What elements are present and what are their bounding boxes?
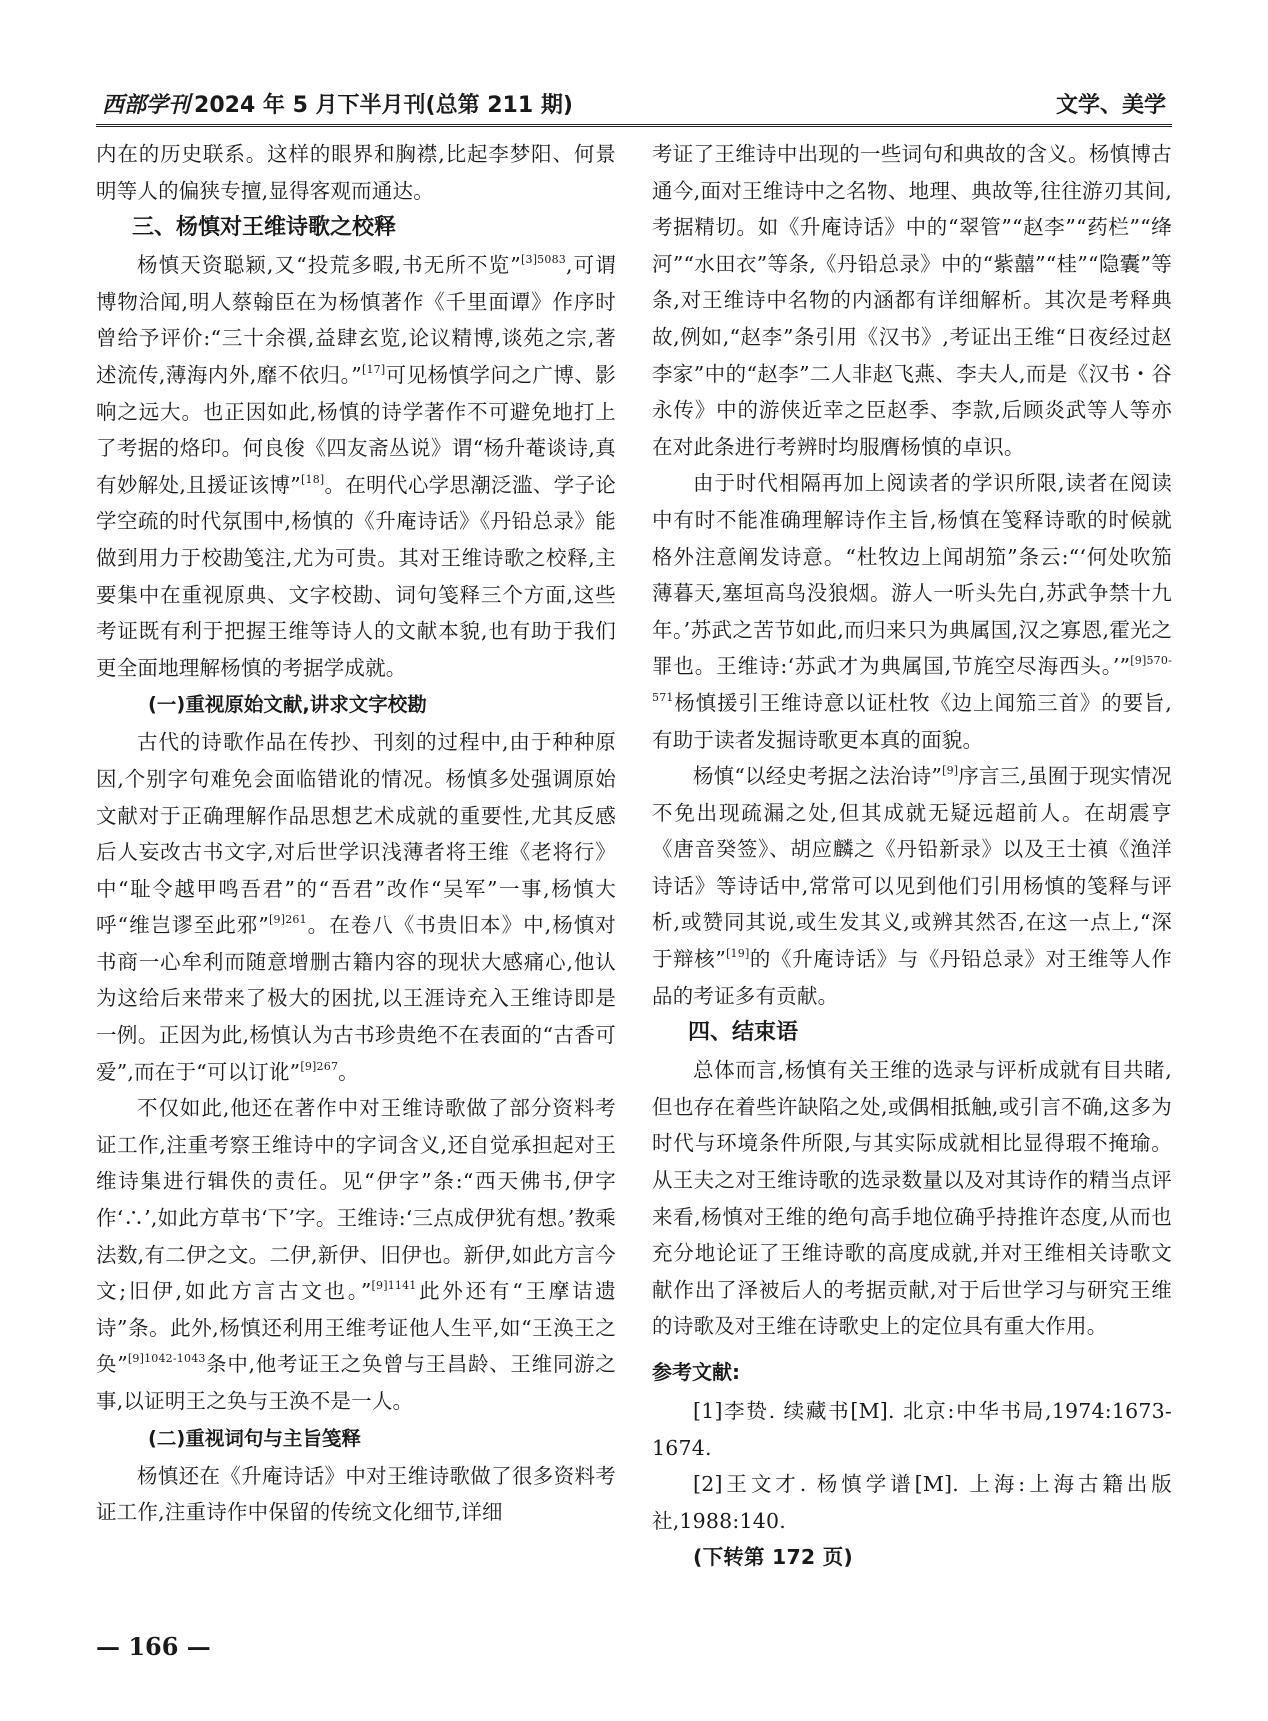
paragraph: 杨慎还在《升庵诗话》中对王维诗歌做了很多资料考证工作,注重诗作中保留的传统文化细节,详细 bbox=[96, 1463, 616, 1525]
citation: [18] bbox=[301, 472, 325, 486]
paragraph: 考证了王维诗中出现的一些词句和典故的含义。杨慎博古通今,面对王维诗中之名物、地理、典故等,往往游刃其间,考据精切。如《升庵诗话》中的“翠管”“赵李”“药栏”“绛河”“水田衣”等条,《丹铅总录》中的“紫囍”“桂”“隐囊”等条,对王维诗中名物的内涵都有详细解析。其次是考释典故,例如,“赵李”条引用《汉书》,考证出王维“日夜经过赵李家”中的“赵李”二人非赵飞燕、李夫人,而是《汉书・谷永传》中的游侠近幸之臣赵季、李款,后顾炎武等人等亦在对此条进行考辨时均服膺杨慎的卓识。 bbox=[652, 142, 1172, 459]
citation: [9] bbox=[942, 764, 959, 778]
paragraph: 总体而言,杨慎有关王维的选录与评析成就有目共睹,但也存在着些许缺陷之处,或偶相抵触,或引言不确,这多为时代与环境条件所限,与其实际成就相比显得瑕不掩瑜。从王夫之对王维诗歌的选录数量以及对其诗作的精当点评来看,杨慎对王维的绝句高手地位确乎持推许态度,从而也充分地论证了王维诗歌的高度成就,并对王维相关诗歌文献作出了泽被后人的考据贡献,对于后世学习与研究王维的诗歌及对王维在诗歌史上的定位具有重大作用。 bbox=[652, 1058, 1172, 1339]
references-title: 参考文献: bbox=[652, 1360, 740, 1384]
subsection-heading-2: (二)重视词句与主旨笺释 bbox=[148, 1426, 361, 1450]
reference-item: [1]李贽. 续藏书[M]. 北京:中华书局,1974:1673-1674. bbox=[652, 1399, 1172, 1460]
section-heading-3: 三、杨慎对王维诗歌之校释 bbox=[132, 215, 397, 241]
paragraph: 由于时代相隔再加上阅读者的学识所限,读者在阅读中有时不能准确理解诗作主旨,杨慎在笺释诗歌的时候就格外注意阐发诗意。“杜牧边上闻胡笳”条云:“‘何处吹笳薄暮天,塞垣高鸟没狼烟。游人一听头先白,苏武争禁十九年。’苏武之苦节如此,而归来只为典属国,汉之寡恩,霍光之罪也。王维诗:‘苏武才为典属国,节旄空尽海西头。’”$^{[9]570-571}$杨慎援引王维诗意以证杜牧《边上闻笳三首》的要旨,有助于读者发掘诗歌更本真的面貌。 bbox=[652, 471, 1172, 752]
citation: [9]1141 bbox=[371, 1279, 417, 1293]
paragraph: 杨慎天资聪颖,又“投荒多暇,书无所不览”$^{[3]5083}$,可谓博物洽闻,明人蔡翰臣在为杨慎著作《千里面谭》作序时曾给予评价:“三十余禩,益肆玄览,论议精博,谈苑之宗,著述流传,薄海内外,靡不依归。”[17]可见杨慎学问之广博、影响之远大。也正因如此,杨慎的诗学著作不可避免地打上了考据的烙印。何良俊《四友斋丛说》谓“杨升菴谈诗,真有妙解处,且援证该博”[18]。在明代心学思潮泛滥、学子论学空疏的时代氛围中,杨慎的《升庵诗话》《丹铅总录》能做到用力于校勘笺注,尤为可贵。其对王维诗歌之校释,主要集中在重视原典、文字校勘、词句笺释三个方面,这些考证既有利于把握王维等诗人的文献本貌,也有助于我们更全面地理解杨慎的考据学成就。 bbox=[96, 253, 616, 680]
citation: [9]261 bbox=[269, 913, 307, 927]
issue-label: 2024 年 5 月下半月刊(总第 211 期) bbox=[194, 93, 573, 118]
citation: [9]570-571 bbox=[652, 654, 1172, 704]
running-header bbox=[96, 80, 1172, 127]
right-column bbox=[652, 136, 1172, 1576]
journal-issue bbox=[102, 88, 573, 119]
paragraph: 杨慎“以经史考据之法治诗”[9]序言三,虽囿于现实情况不免出现疏漏之处,但其成就无疑远超前人。在胡震亨《唐音癸签》、胡应麟之《丹铅新录》以及王士禛《渔洋诗话》等诗话中,常常可以见到他们引用杨慎的笺释与评析,或赞同其说,或生发其义,或辨其然否,在这一点上,“深于辩核”[19]的《升庵诗话》与《丹铅总录》对王维等人作品的考证多有贡献。 bbox=[652, 764, 1172, 1008]
section-label: 文学、美学 bbox=[1055, 93, 1166, 118]
continued-note: (下转第 172 页) bbox=[693, 1545, 854, 1570]
citation: [9]267 bbox=[300, 1059, 339, 1073]
citation: [19] bbox=[726, 947, 750, 961]
section-heading-4: 四、结束语 bbox=[688, 1020, 799, 1046]
reference-item: [2]王文才. 杨慎学谱[M]. 上海:上海古籍出版社,1988:140. bbox=[652, 1472, 1172, 1533]
citation: [9]1042-1043 bbox=[127, 1352, 206, 1366]
subsection-heading-1: (一)重视原始文献,讲求文字校勘 bbox=[148, 693, 427, 717]
paragraph: 内在的历史联系。这样的眼界和胸襟,比起李梦阳、何景明等人的偏狭专擅,显得客观而通达。 bbox=[96, 142, 616, 203]
paragraph: 不仅如此,他还在著作中对王维诗歌做了部分资料考证工作,注重考察王维诗中的字词含义,还自觉承担起对王维诗集进行辑佚的责任。见“伊字”条:“西天佛书,伊字作‘∴’,如此方草书‘下’字。王维诗:‘三点成伊犹有想。’教乘法数,有二伊之文。二伊,新伊、旧伊也。新伊,如此方言今文;旧伊,如此方言古文也。”$^{[9]1141}$此外还有“王摩诘遗诗”条。此外,杨慎还利用王维考证他人生平,如“王涣王之奂”$^{[9]1042-1043}$条中,他考证王之奂曾与王昌龄、王维同游之事,以证明王之奂与王涣不是一人。 bbox=[96, 1096, 617, 1413]
journal-logo: 西部学刊 bbox=[102, 92, 191, 118]
citation: [3]5083 bbox=[521, 253, 566, 267]
page-number: — 166 — bbox=[96, 1632, 211, 1661]
left-column bbox=[96, 136, 616, 1531]
paragraph: 古代的诗歌作品在传抄、刊刻的过程中,由于种种原因,个别字句难免会面临错讹的情况。杨慎多处强调原始文献对于正确理解作品思想艺术成就的重要性,尤其反感后人妄改古书文字,对后世学识浅薄者将王维《老将行》中“耻令越甲鸣吾君”的“吾君”改作“吴军”一事,杨慎大呼“维岂谬至此邪”$^{[9]261}$。在卷八《书贵旧本》中,杨慎对书商一心牟利而随意增删古籍内容的现状大感痛心,他认为这给后来带来了极大的困扰,以王涯诗充入王维诗即是一例。正因为此,杨慎认为古书珍贵绝不在表面的“古香可爱”,而在于“可以订讹”$^{[9]267}$。 bbox=[96, 730, 617, 1084]
citation: [17] bbox=[361, 362, 386, 376]
